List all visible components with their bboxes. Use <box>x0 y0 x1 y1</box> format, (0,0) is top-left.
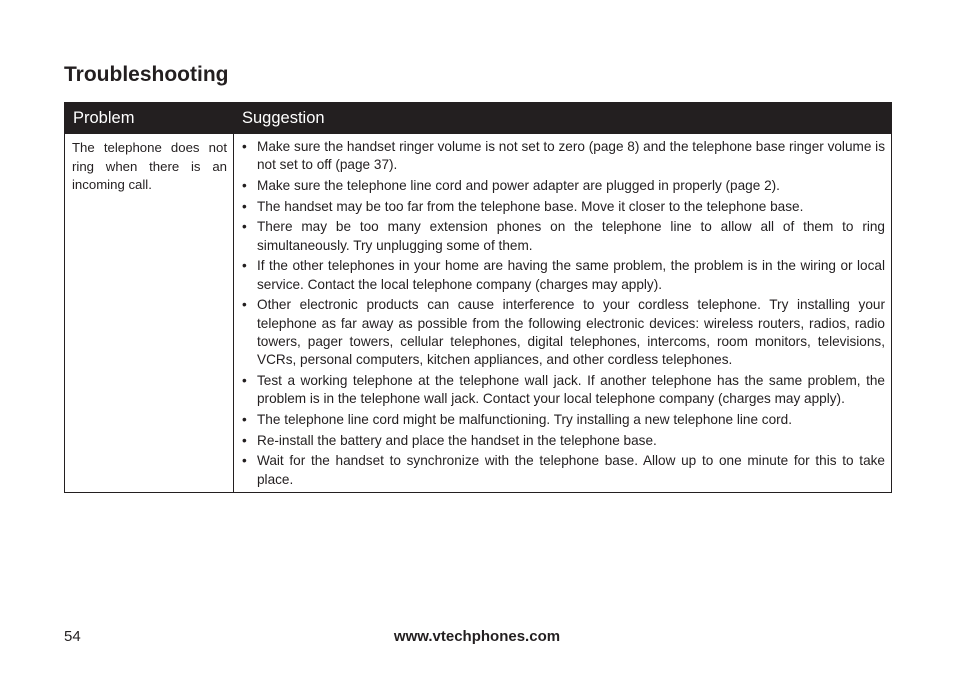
bullet-icon: • <box>242 198 247 214</box>
suggestion-list <box>242 138 885 489</box>
suggestion-item <box>242 218 885 255</box>
suggestion-cell <box>234 134 891 492</box>
bullet-icon: • <box>242 177 247 193</box>
bullet-icon: • <box>242 453 247 469</box>
suggestion-text: The telephone line cord might be malfunctioning. Try installing a new telephone line cord. <box>257 411 793 427</box>
suggestion-text: Re-install the battery and place the handset in the telephone base. <box>257 432 657 448</box>
troubleshooting-table <box>64 102 892 493</box>
suggestion-text: Other electronic products can cause interference to your cordless telephone. Try installing your telephone as far away as possible from the following electronic devices: wireless routers, radios, radio towers, pager towers, cellular telephones, digital telephones, intercoms, room monitors, televisions, VCRs, personal computers, kitchen appliances, and other cordless telephones. <box>257 297 885 368</box>
bullet-icon: • <box>242 372 247 388</box>
bullet-icon: • <box>242 432 247 448</box>
suggestion-item <box>242 411 885 429</box>
table-header <box>65 103 891 134</box>
bullet-icon: • <box>242 139 247 154</box>
column-header-problem: Problem <box>73 109 135 127</box>
suggestion-item <box>242 138 885 175</box>
suggestion-text: There may be too many extension phones on the telephone line to allow all of them to ring simultaneously. Try unplugging some of them. <box>257 219 885 253</box>
suggestion-text: Make sure the telephone line cord and power adapter are plugged in properly (page 2). <box>257 177 780 193</box>
column-header-suggestion: Suggestion <box>242 109 325 127</box>
suggestion-text: Test a working telephone at the telephone wall jack. If another telephone has the same problem, the problem is in the telephone wall jack. Contact your local telephone company (charges may apply). <box>257 372 885 407</box>
page-number: 54 <box>64 628 81 645</box>
suggestion-text: Make sure the handset ringer volume is not set to zero (page 8) and the telephone base ringer volume is not set to off (page 37). <box>257 139 885 173</box>
suggestion-item <box>242 432 885 450</box>
suggestion-item <box>242 452 885 489</box>
table-row <box>65 134 891 492</box>
page-title: Troubleshooting <box>64 63 229 86</box>
bullet-icon: • <box>242 411 247 427</box>
bullet-icon: • <box>242 258 247 274</box>
suggestion-item <box>242 296 885 369</box>
suggestion-item <box>242 198 885 216</box>
suggestion-text: The handset may be too far from the telephone base. Move it closer to the telephone base. <box>257 198 804 214</box>
footer-url: www.vtechphones.com <box>393 628 561 645</box>
suggestion-item <box>242 257 885 294</box>
suggestion-text: Wait for the handset to synchronize with the telephone base. Allow up to one minute for this to take place. <box>257 453 885 487</box>
bullet-icon: • <box>242 297 247 313</box>
suggestion-item <box>242 177 885 195</box>
suggestion-item <box>242 372 885 409</box>
bullet-icon: • <box>242 219 247 235</box>
suggestion-text: If the other telephones in your home are having the same problem, the problem is in the wiring or local service. Contact the local telephone company (charges may apply). <box>257 258 885 292</box>
problem-cell: The telephone does not ring when there is an incoming call. <box>65 134 234 492</box>
